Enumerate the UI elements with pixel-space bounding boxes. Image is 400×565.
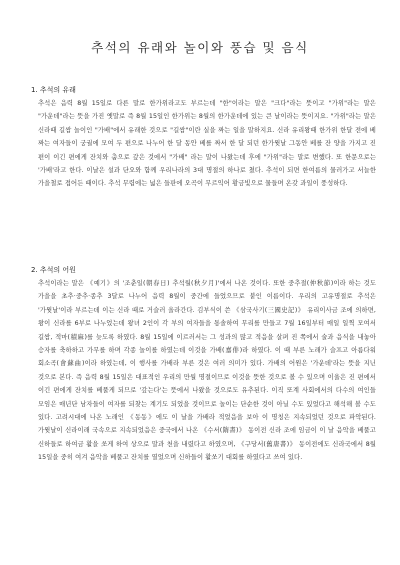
section-heading: 1. 추석의 유래 bbox=[31, 86, 76, 94]
section-etymology bbox=[31, 265, 376, 465]
section-paragraph: 추석이라는 말은 《예기》의 '조춘일(朝春日) 추석월(秋夕月)'에서 나온 것이다. 또한 중추절(仲秋節)이라 하는 것도 가을을 초추·중추·종추 3달로 나누어 음력 8월이 중간에 들었으므로 붙인 이름이다. 우리의 고유명절로 추석은 '가윗날'이라 부르는데 이는 신라 때로 거슬러 올라간다. 김부식이 쓴 《삼국사기(三國史記)》 유리이사금 조에 의하면, 왕이 신라를 6부로 나누었는데 왕녀 2인이 각 부의 여자들을 통솔하여 무리를 만들고 7월 16일부터 매일 일찍 모여서 길쌈, 적마(積麻)를 늦도록 하였다. 8월 15일에 이르러서는 그 성과의 많고 적음을 살펴 진 쪽에서 술과 음식을 내놓아 승자를 축하하고 가무를 하며 각종 놀이를 하였는데 이것을 가배(嘉俳)라 하였다. 이 때 부른 노래가 슬프고 아름다워 회소곡(會蘇曲)이라 하였는데, 이 행사를 가배라 부른 것은 여러 의미가 있다. 가배의 어원은 '가운데'라는 뜻을 지닌 것으로 본다. 즉 음력 8월 15일은 대표적인 우리의 만월 명절이므로 이것을 뜻한 것으로 볼 수 있으며 이울은 진 편에서 이긴 편에게 잔치를 베풀게 되므로 '갚는다'는 뜻에서 나왔을 것으로도 유추된다. 이직 또계 사회에서의 다수의 여인들 모임은 매년단 남자들이 여자를 되찾는 계기도 되었을 것이므로 놀이는 단순한 것이 아닐 수도 있었다고 해석해 볼 수도 있다. 고려시대에 나온 노래인 《동동》에도 이 날을 가배라 적었음을 보아 이 명칭은 지속되었던 것으로 파악된다. 가윗날이 신라이래 국속으로 지속되었음은 중국에서 나온 《수서(隋書)》 동이전 신라 조에 임금이 이 날 음악을 베풀고 신하들로 하여금 활을 쏘게 하여 상으로 말과 천을 내렸다고 하였으며, 《구당서(舊唐書)》 동이전에도 신라국에서 8월 15일을 중히 여겨 음악을 베풀고 잔치를 열었으며 신하들이 활쏘기 대회를 하였다고 쓰여 있다. bbox=[38, 280, 376, 462]
section-heading: 2. 추석의 어원 bbox=[31, 266, 76, 274]
section-origin bbox=[31, 85, 376, 191]
document-title: 추석의 유래와 놀이와 풍습 및 음식 bbox=[91, 40, 309, 55]
section-paragraph: 추석은 음력 8월 15일로 다른 말로 한가위라고도 부르는데 "한"이라는 말은 "크다"라는 뜻이고 "가위"라는 말은 "가운데"라는 뜻을 가진 옛말로 즉 8월 15일인 한가위는 8월의 한가운데에 있는 큰 날이라는 뜻이지요. "가위"라는 말은 신라때 길쌈 놀이인 "가배"에서 유래한 것으로 "길쌈"이란 실을 짜는 일을 말하지요. 신라 유리왕때 한가위 한달 전에 베 짜는 여자들이 궁궐에 모여 두 편으로 나누어 한 달 동안 베를 짜서 한 달 되던 한가윗날 그동안 베를 잔 양을 가지고 진 편이 이긴 편에게 잔치와 춤으로 갚은 것에서 "가배" 라는 말이 나왔는데 후에 "가위"라는 말로 변했다. 또 한문으로는 '가배'라고 한다. 이날은 설과 단오와 함께 우리나라의 3대 명절의 하나로 쳤다. 추석이 되면 한여름의 물러가고 서늘한 가을철로 접어든 때이다. 추석 무렵에는 넓은 들판에 오곡이 무르익어 황금빛으로 물들며 온갖 과일이 풍성하다. bbox=[38, 100, 376, 188]
